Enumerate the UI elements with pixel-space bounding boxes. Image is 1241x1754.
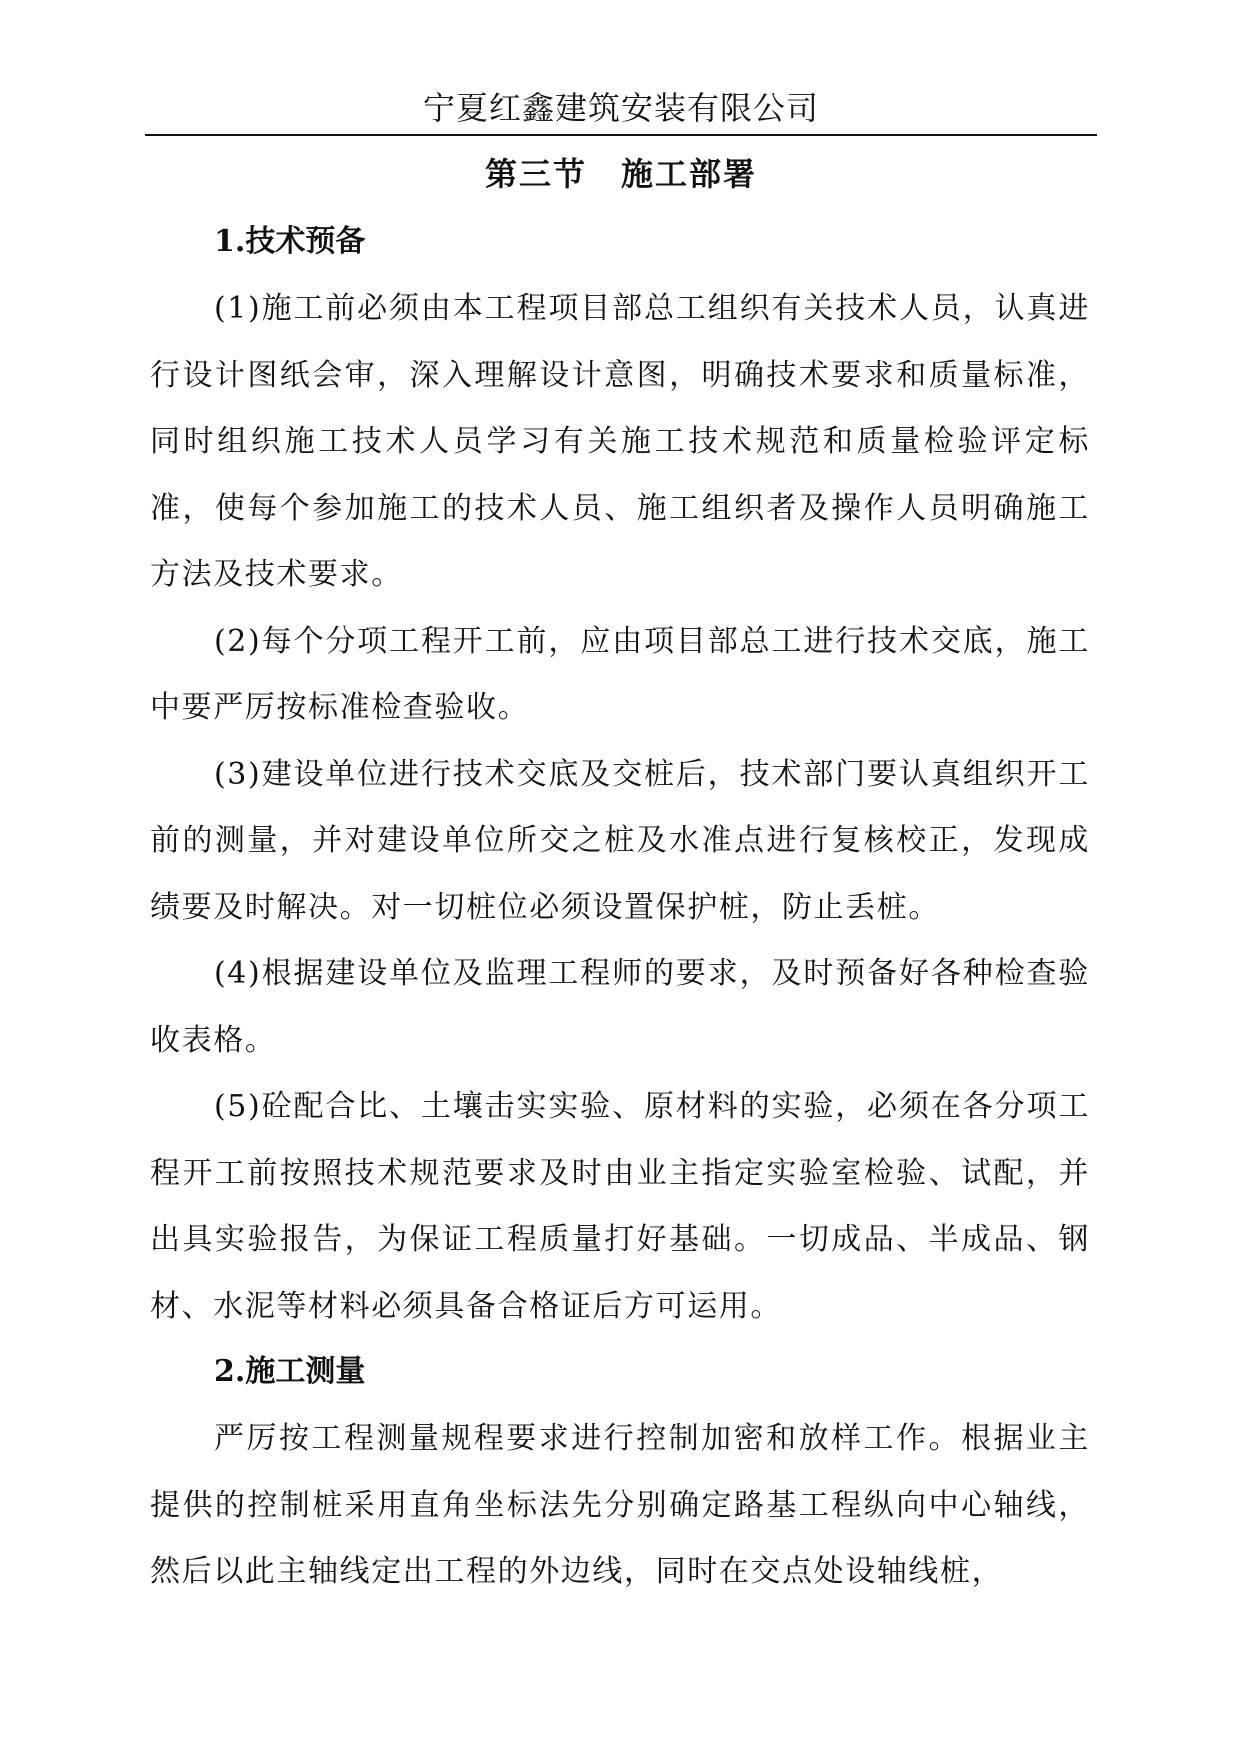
- page-header-company: 宁夏红鑫建筑安装有限公司: [422, 89, 819, 127]
- paragraph-item-4: (4)根据建设单位及监理工程师的要求，及时预备好各种检查验收表格。: [150, 956, 1090, 1058]
- document-body: [150, 220, 1090, 1606]
- heading-construction-survey: 2.施工测量: [214, 1354, 366, 1389]
- header-divider: [145, 134, 1097, 136]
- paragraph-item-2: (2)每个分项工程开工前，应由项目部总工进行技术交底，施工中要严厉按标准检查验收。: [150, 623, 1090, 725]
- section-title: 第三节 施工部署: [484, 155, 757, 193]
- paragraph-item-3: (3)建设单位进行技术交底及交桩后，技术部门要认真组织开工前的测量，并对建设单位所交之桩及水准点进行复核校正，发现成绩要及时解决。对一切桩位必须设置保护桩，防止丢桩。: [150, 756, 1090, 925]
- heading-technical-preparation: 1.技术预备: [214, 224, 366, 259]
- paragraph-item-5: (5)砼配合比、土壤击实实验、原材料的实验，必须在各分项工程开工前按照技术规范要求及时由业主指定实验室检验、试配，并出具实验报告，为保证工程质量打好基础。一切成品、半成品、钢材、水泥等材料必须具备合格证后方可运用。: [150, 1089, 1090, 1324]
- paragraph-survey: 严厉按工程测量规程要求进行控制加密和放样工作。根据业主提供的控制桩采用直角坐标法先分别确定路基工程纵向中心轴线，然后以此主轴线定出工程的外边线，同时在交点处设轴线桩，: [150, 1421, 1090, 1589]
- paragraph-item-1: (1)施工前必须由本工程项目部总工组织有关技术人员，认真进行设计图纸会审，深入理解设计意图，明确技术要求和质量标准，同时组织施工技术人员学习有关施工技术规范和质量检验评定标准，使每个参加施工的技术人员、施工组织者及操作人员明确施工方法及技术要求。: [150, 291, 1090, 592]
